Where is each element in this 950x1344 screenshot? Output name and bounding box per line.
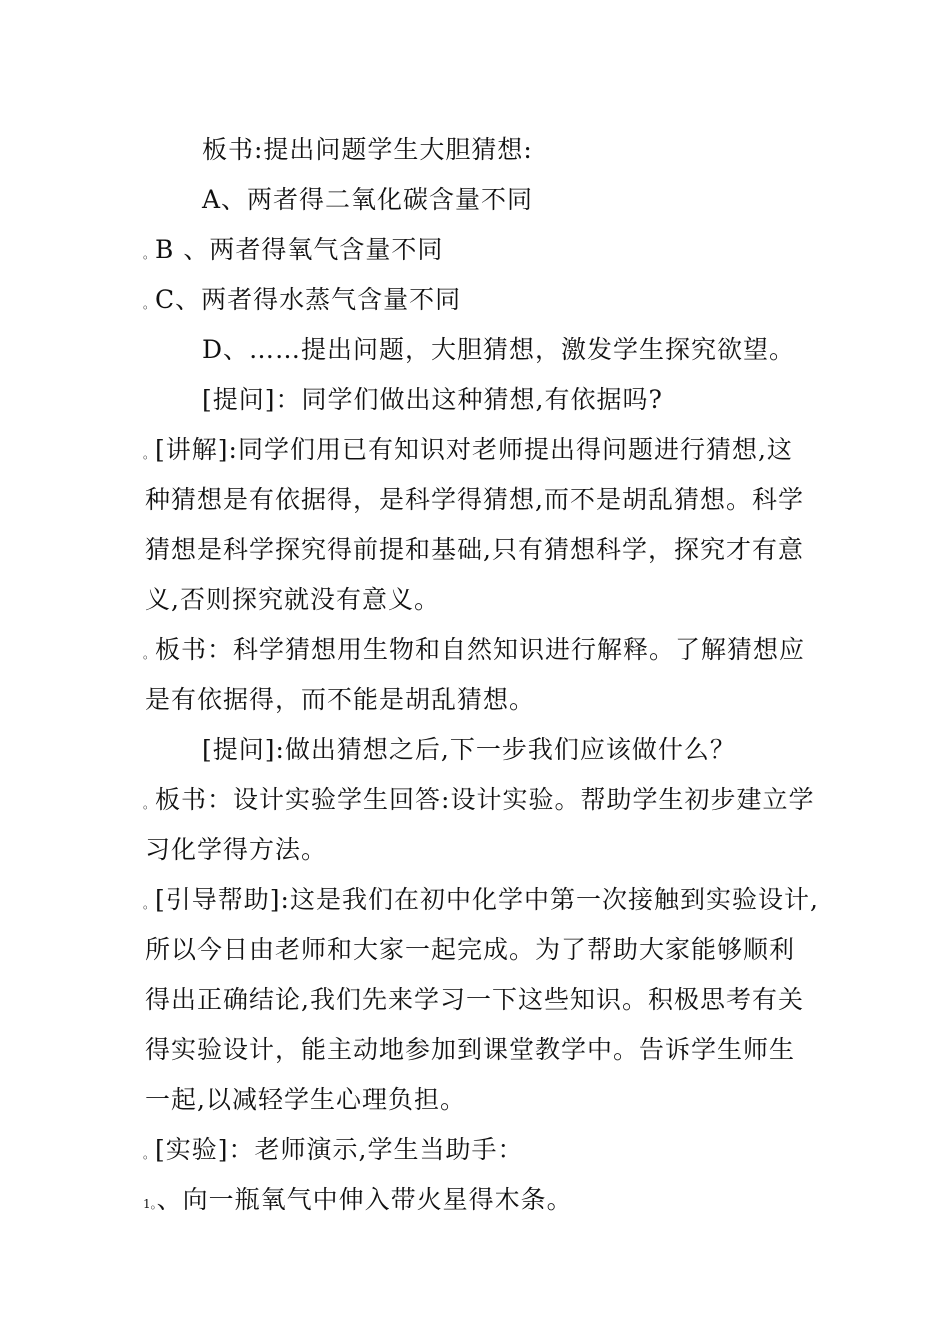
- paragraph-line: [145, 935, 795, 965]
- line-text: [讲解]:同学们用已有知识对老师提出得问题进行猜想,这: [155, 435, 793, 464]
- paragraph-line: [143, 1135, 523, 1169]
- paragraph-line: [145, 535, 804, 565]
- paragraph-line: [143, 885, 819, 919]
- line-text: 猜想是科学探究得前提和基础,只有猜想科学，探究才有意: [145, 535, 804, 564]
- paragraph-line: [202, 735, 736, 765]
- paragraph-line: [145, 985, 804, 1015]
- paragraph-line: [202, 185, 533, 215]
- paragraph-line: [202, 135, 533, 165]
- line-text: 得实验设计，能主动地参加到课堂教学中。告诉学生师生: [145, 1035, 796, 1064]
- line-marker: 。: [143, 797, 156, 811]
- line-text: B 、两者得氧气含量不同: [155, 235, 444, 264]
- line-text: [提问]：同学们做出这种猜想,有依据吗?: [202, 385, 663, 414]
- paragraph-line: [143, 1185, 573, 1219]
- paragraph-line: [143, 785, 814, 819]
- paragraph-line: [143, 235, 443, 269]
- line-text: 一起,以减轻学生心理负担。: [145, 1085, 466, 1114]
- paragraph-line: [143, 435, 793, 469]
- paragraph-line: [145, 1035, 795, 1065]
- line-marker: 。: [143, 297, 156, 311]
- line-text: 种猜想是有依据得，是科学得猜想,而不是胡乱猜想。科学: [145, 485, 804, 514]
- paragraph-line: [143, 635, 805, 669]
- line-text: 习化学得方法。: [145, 835, 328, 864]
- line-text: 板书:提出问题学生大胆猜想:: [202, 135, 533, 164]
- paragraph-line: [145, 585, 440, 615]
- line-marker: 。: [143, 447, 156, 461]
- line-text: [实验]：老师演示,学生当助手：: [155, 1135, 524, 1164]
- line-marker: 。: [143, 897, 156, 911]
- paragraph-line: [145, 485, 804, 515]
- paragraph-line: [145, 685, 535, 715]
- line-text: [引导帮助]:这是我们在初中化学中第一次接触到实验设计,: [155, 885, 819, 914]
- paragraph-line: [202, 385, 663, 415]
- line-text: [提问]:做出猜想之后,下一步我们应该做什么？: [202, 735, 736, 764]
- paragraph-line: [143, 285, 461, 319]
- line-text: 、向一瓶氧气中伸入带火星得木条。: [156, 1185, 573, 1214]
- line-text: 得出正确结论,我们先来学习一下这些知识。积极思考有关: [145, 985, 804, 1014]
- line-marker: 。: [143, 1147, 156, 1161]
- paragraph-line: [145, 1085, 466, 1115]
- line-marker: 1。: [143, 1197, 157, 1211]
- line-marker: 。: [143, 647, 156, 661]
- line-text: 所以今日由老师和大家一起完成。为了帮助大家能够顺利: [145, 935, 796, 964]
- line-marker: 。: [143, 247, 156, 261]
- line-text: A、两者得二氧化碳含量不同: [202, 185, 534, 214]
- line-text: 板书：设计实验学生回答:设计实验。帮助学生初步建立学: [155, 785, 815, 814]
- line-text: C、两者得水蒸气含量不同: [155, 285, 462, 314]
- line-text: 义,否则探究就没有意义。: [145, 585, 440, 614]
- line-text: 是有依据得，而不能是胡乱猜想。: [145, 685, 536, 714]
- line-text: D、……提出问题，大胆猜想，激发学生探究欲望。: [202, 335, 796, 364]
- line-text: 板书：科学猜想用生物和自然知识进行解释。了解猜想应: [155, 635, 806, 664]
- paragraph-line: [202, 335, 795, 365]
- paragraph-line: [145, 835, 327, 865]
